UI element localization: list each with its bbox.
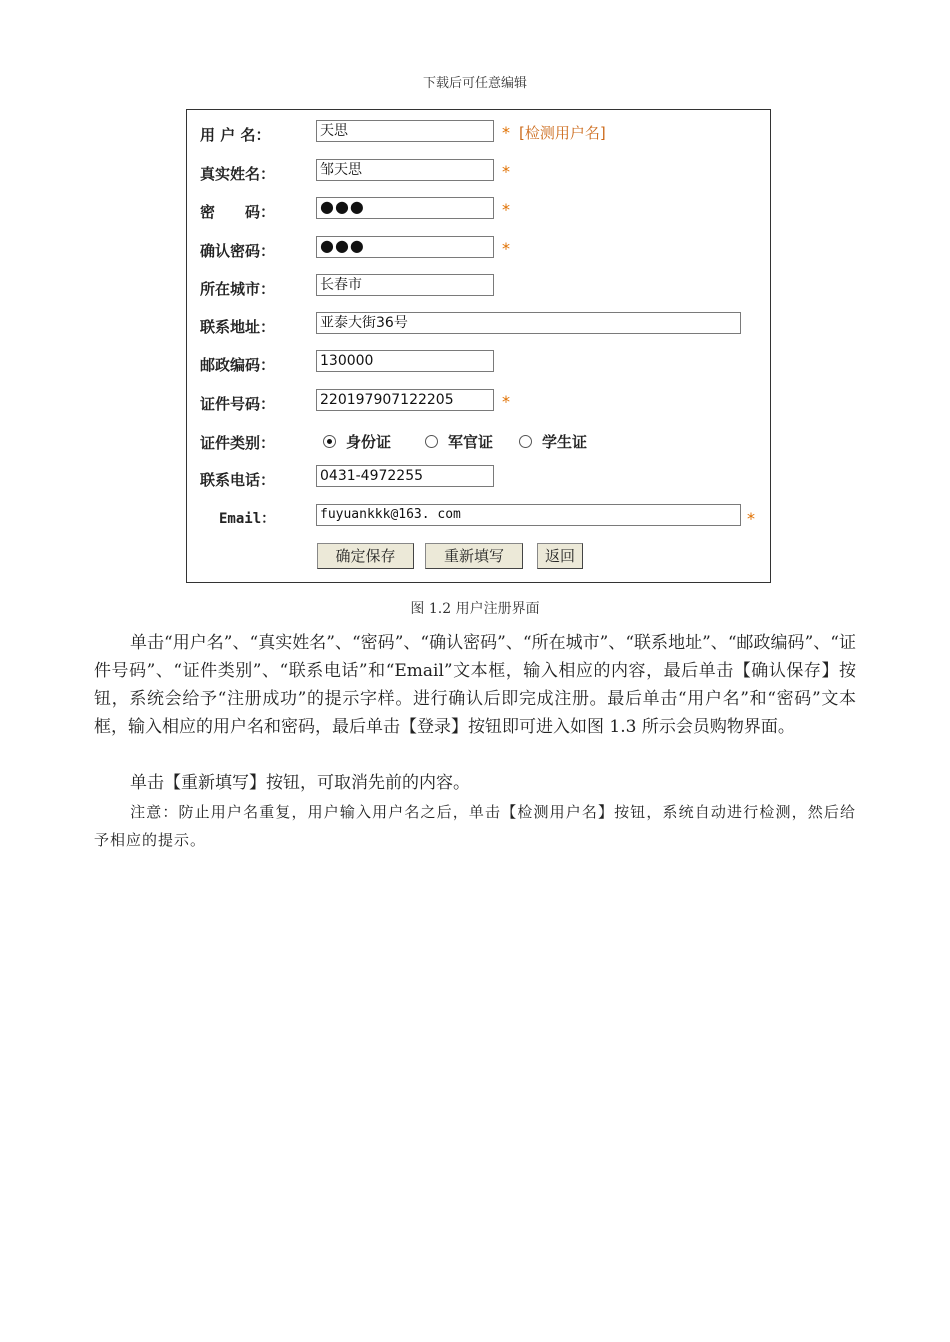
postcode-input[interactable]: 130000 — [316, 350, 494, 372]
paragraph-note — [94, 798, 856, 854]
radio-officer-card[interactable] — [425, 431, 493, 452]
id-type-label: 证件类别： — [200, 434, 276, 452]
username-label: 用 户 名： — [200, 126, 271, 144]
registration-form-figure — [186, 109, 771, 583]
radio-icon[interactable] — [425, 435, 438, 448]
required-star: * — [502, 239, 510, 258]
paragraph-text: 注意：防止用户名重复，用户输入用户名之后，单击【检测用户名】按钮，系统自动进行检测，然后给予相应的提示。 — [94, 803, 856, 849]
city-label: 所在城市： — [200, 280, 276, 298]
required-star: * — [502, 162, 510, 181]
confirm-password-label: 确认密码： — [200, 242, 276, 260]
row-password — [187, 197, 770, 223]
check-username-link[interactable]: [检测用户名] — [519, 124, 606, 142]
row-confirm-password — [187, 236, 770, 262]
reset-button[interactable]: 重新填写 — [425, 543, 523, 569]
row-city — [187, 274, 770, 300]
row-address — [187, 312, 770, 338]
radio-label: 身份证 — [346, 433, 392, 451]
paragraph-instructions — [94, 629, 856, 741]
button-row — [187, 543, 770, 569]
row-postcode — [187, 350, 770, 376]
row-phone — [187, 465, 770, 491]
password-input[interactable]: ●●● — [316, 197, 494, 219]
required-star: * — [747, 509, 755, 528]
paragraph-reset — [94, 769, 856, 797]
row-id-number — [187, 389, 770, 415]
radio-icon[interactable] — [519, 435, 532, 448]
city-input[interactable]: 长春市 — [316, 274, 494, 296]
required-star: * — [502, 392, 510, 411]
email-input[interactable]: fuyuankkk@163. com — [316, 504, 741, 526]
save-button[interactable]: 确定保存 — [317, 543, 414, 569]
row-email — [187, 504, 770, 530]
id-number-input[interactable]: 220197907122205 — [316, 389, 494, 411]
page-header: 下载后可任意编辑 — [422, 76, 527, 91]
radio-label: 军官证 — [448, 433, 494, 451]
id-number-label: 证件号码： — [200, 395, 276, 413]
address-label: 联系地址： — [200, 318, 276, 336]
paragraph-text: 单击“用户名”、“真实姓名”、“密码”、“确认密码”、“所在城市”、“联系地址”、“邮政编码”、“证件号码”、“证件类别”、“联系电话”和“Email”文本框，输入相应的内容，最后单击【确认保存】按钮，系统会给予“注册成功”的提示字样。进行确认后即完成注册。最后单击“用户名”和“密码”文本框，输入相应的用户名和密码，最后单击【登录】按钮即可进入如图 1.3 所示会员购物界面。 — [94, 633, 856, 737]
figure-caption: 图 1.2 用户注册界面 — [410, 601, 540, 617]
row-username — [187, 120, 770, 146]
required-star: * — [502, 123, 510, 142]
confirm-password-input[interactable]: ●●● — [316, 236, 494, 258]
username-input[interactable]: 天思 — [316, 120, 494, 142]
back-button[interactable]: 返回 — [537, 543, 583, 569]
password-label: 密 码： — [200, 203, 276, 221]
phone-label: 联系电话： — [200, 471, 276, 489]
address-input[interactable]: 亚泰大街36号 — [316, 312, 741, 334]
postcode-label: 邮政编码： — [200, 356, 276, 374]
radio-student-card[interactable] — [519, 431, 587, 452]
row-id-type — [187, 428, 770, 454]
realname-label: 真实姓名： — [200, 165, 276, 183]
radio-selected-icon[interactable] — [323, 435, 336, 448]
phone-input[interactable]: 0431-4972255 — [316, 465, 494, 487]
email-label: Email： — [219, 511, 276, 527]
row-realname — [187, 159, 770, 185]
paragraph-text: 单击【重新填写】按钮，可取消先前的内容。 — [130, 773, 470, 793]
radio-id-card[interactable] — [323, 431, 391, 452]
required-star: * — [502, 200, 510, 219]
realname-input[interactable]: 邹天思 — [316, 159, 494, 181]
radio-label: 学生证 — [542, 433, 588, 451]
